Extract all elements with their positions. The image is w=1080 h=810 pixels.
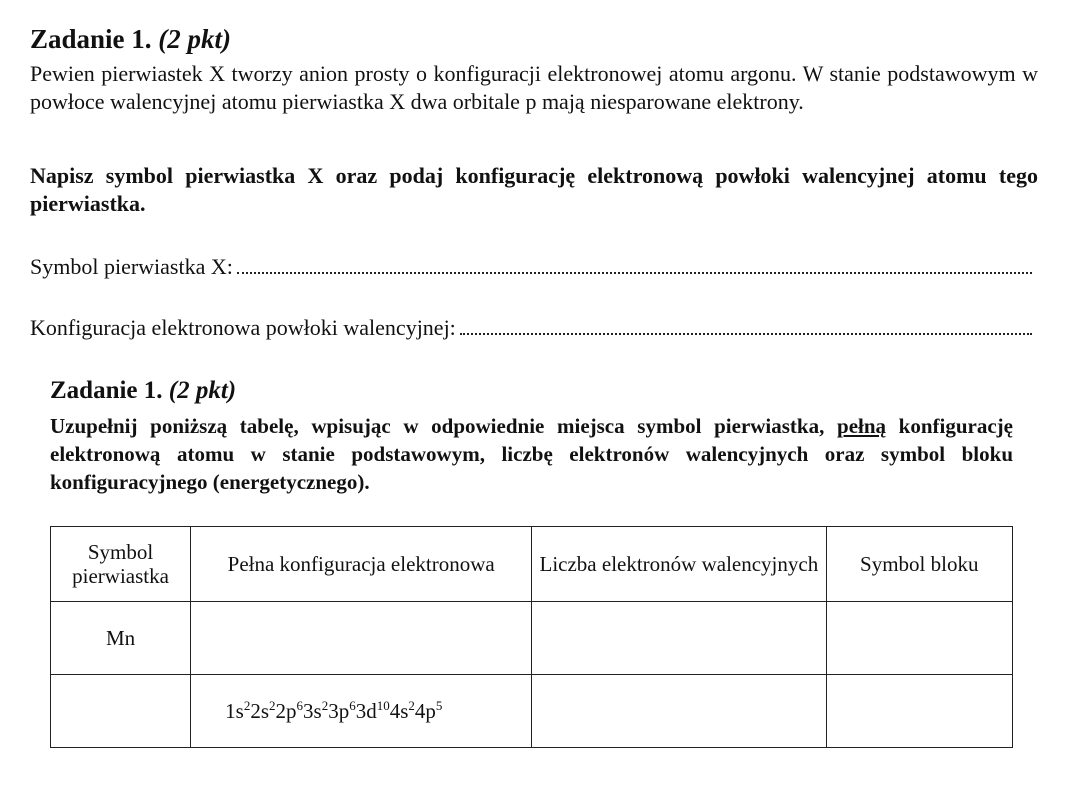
answer-config-label: Konfiguracja elektronowa powłoki walencyjnej: bbox=[30, 315, 456, 340]
task2-title-points: (2 pkt) bbox=[168, 377, 237, 404]
config-orbital: 4p bbox=[414, 699, 436, 723]
row1-config-cell[interactable] bbox=[191, 602, 532, 675]
row2-config bbox=[191, 675, 532, 748]
config-electron-count: 2 bbox=[243, 698, 251, 713]
row1-block-cell[interactable] bbox=[826, 602, 1013, 675]
config-orbital: 2p bbox=[275, 699, 297, 723]
answer-symbol-label: Symbol pierwiastka X: bbox=[30, 254, 233, 279]
config-electron-count: 6 bbox=[349, 698, 356, 713]
task2-title-main: Zadanie 1. bbox=[50, 377, 163, 404]
task1-text: Pewien pierwiastek X tworzy anion prosty o konfiguracji elektronowej atomu argonu. W stanie podstawowym w powłoce walencyjnej atomu pierwiastka X dwa orbitale p mają niesparowane elektrony. bbox=[30, 61, 1038, 114]
answer-config-line[interactable] bbox=[30, 315, 1032, 341]
config-orbital: 2s bbox=[250, 699, 269, 723]
answer-symbol-line[interactable] bbox=[30, 254, 1032, 280]
config-electron-count: 2 bbox=[321, 698, 329, 713]
row1-symbol: Mn bbox=[51, 602, 191, 675]
row1-valence-cell[interactable] bbox=[532, 602, 826, 675]
config-electron-count: 2 bbox=[408, 698, 415, 713]
task2-command-underlined: pełną bbox=[837, 414, 887, 438]
config-orbital: 3p bbox=[328, 699, 350, 723]
row2-block-cell[interactable] bbox=[826, 675, 1013, 748]
header-symbol: Symbol pierwiastka bbox=[51, 527, 191, 602]
config-electron-count: 2 bbox=[269, 698, 276, 713]
answer-config-field[interactable] bbox=[460, 317, 1032, 335]
row2-valence-cell[interactable] bbox=[532, 675, 826, 748]
config-orbital: 1s bbox=[225, 699, 244, 723]
config-orbital: 3d bbox=[355, 699, 377, 723]
task2-command-before: Uzupełnij poniższą tabelę, wpisując w odpowiednie miejsca symbol pierwiastka, bbox=[50, 414, 838, 438]
config-electron-count: 6 bbox=[296, 698, 303, 713]
row2-symbol-cell[interactable] bbox=[51, 675, 191, 748]
header-valence: Liczba elektronów walencyjnych bbox=[532, 527, 826, 602]
task2-command bbox=[50, 412, 1013, 496]
config-electron-count: 5 bbox=[435, 698, 443, 713]
header-config: Pełna konfiguracja elektronowa bbox=[191, 527, 532, 602]
config-orbital: 4s bbox=[389, 699, 409, 723]
task1-title bbox=[30, 24, 231, 55]
task1-title-points: (2 pkt) bbox=[158, 24, 232, 54]
task1-command: Napisz symbol pierwiastka X oraz podaj konfigurację elektronową powłoki walencyjnej atomu tego pierwiastka. bbox=[30, 163, 1038, 216]
task2-command-after: konfigurację elektronową atomu w stanie podstawowym, liczbę elektronów walencyjnych oraz symbol bloku konfiguracyjnego (energetycznego). bbox=[50, 414, 1013, 494]
config-electron-count: 10 bbox=[376, 698, 390, 713]
config-orbital: 3s bbox=[303, 699, 322, 723]
answer-symbol-field[interactable] bbox=[237, 256, 1032, 274]
table-row bbox=[51, 602, 1013, 675]
task2-title bbox=[50, 377, 236, 405]
task1-title-main: Zadanie 1. bbox=[30, 24, 152, 54]
table-row bbox=[51, 675, 1013, 748]
table-header-row bbox=[51, 527, 1013, 602]
header-block: Symbol bloku bbox=[826, 527, 1013, 602]
configuration-table bbox=[50, 526, 1013, 748]
